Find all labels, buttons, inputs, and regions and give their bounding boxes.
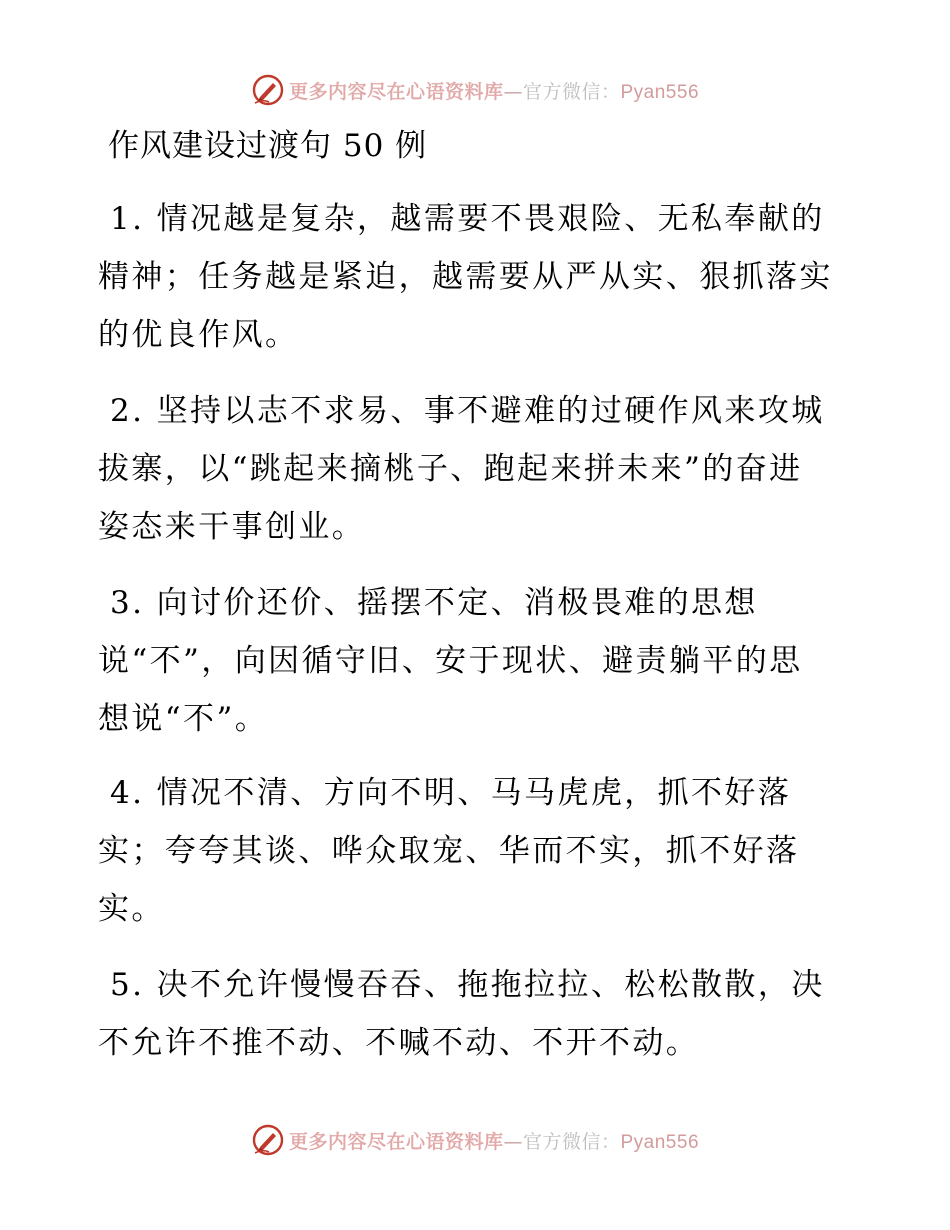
watermark-footer — [0, 1120, 950, 1160]
watermark-text — [289, 1127, 699, 1154]
watermark-dash: — — [503, 80, 523, 103]
watermark-header — [0, 70, 950, 110]
item-line: 精神；任务越是紧迫，越需要从严从实、狠抓落实 — [98, 259, 833, 295]
watermark-site-name: 更多内容尽在心语资料库 — [288, 1130, 504, 1153]
item-line: 5. 决不允许慢慢吞吞、拖拖拉拉、松松散散，决 — [110, 967, 825, 1003]
pen-logo-icon — [251, 73, 285, 107]
watermark-wechat-id: Pyan556 — [620, 1131, 700, 1153]
item-line: 的优良作风。 — [98, 317, 299, 353]
list-item — [98, 956, 858, 1072]
watermark-site-name: 更多内容尽在心语资料库 — [288, 80, 504, 103]
watermark-wechat-label: 官方微信： — [522, 1130, 621, 1153]
pen-logo-icon — [251, 1123, 285, 1157]
item-line: 1. 情况越是复杂，越需要不畏艰险、无私奉献的 — [110, 201, 825, 237]
item-line: 姿态来干事创业。 — [98, 509, 366, 545]
watermark-wechat-id: Pyan556 — [620, 81, 700, 103]
list-item — [98, 574, 858, 748]
item-line: 说“不”，向因循守旧、安于现状、避责躺平的思 — [98, 643, 803, 679]
item-line: 想说“不”。 — [98, 701, 269, 737]
watermark-wechat-label: 官方微信： — [522, 80, 621, 103]
list-item — [98, 190, 858, 364]
item-line: 实。 — [98, 891, 165, 927]
item-line: 3. 向讨价还价、摇摆不定、消极畏难的思想 — [110, 585, 758, 621]
list-item — [98, 382, 858, 556]
item-line: 实；夸夸其谈、哗众取宠、华而不实，抓不好落 — [98, 833, 800, 869]
item-line: 2. 坚持以志不求易、事不避难的过硬作风来攻城 — [110, 393, 825, 429]
item-line: 拔寨，以“跳起来摘桃子、跑起来拼未来”的奋进 — [98, 451, 803, 487]
document-title: 作风建设过渡句 50 例 — [108, 128, 428, 164]
list-item — [98, 764, 858, 938]
item-line: 4. 情况不清、方向不明、马马虎虎，抓不好落 — [110, 775, 792, 811]
item-line: 不允许不推不动、不喊不动、不开不动。 — [98, 1025, 700, 1061]
watermark-dash: — — [503, 1130, 523, 1153]
watermark-text — [289, 77, 699, 104]
